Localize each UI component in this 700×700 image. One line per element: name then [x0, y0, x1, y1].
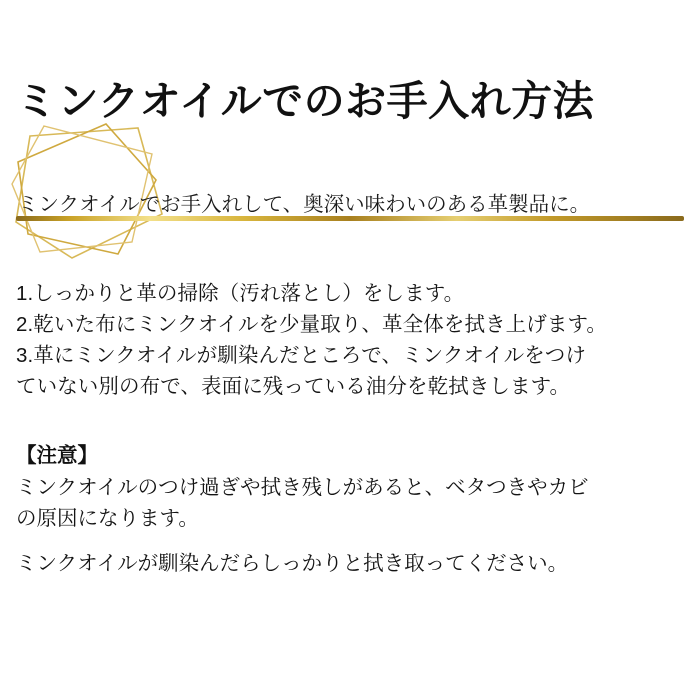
caution-block	[16, 440, 686, 579]
caution-line: ミンクオイルが馴染んだらしっかりと拭き取ってください。	[16, 552, 569, 576]
lead-text: ミンクオイルでお手入れして、奥深い味わいのある革製品に。	[18, 192, 591, 216]
steps-list	[16, 278, 686, 403]
step-line: ていない別の布で、表面に残っている油分を乾拭きします。	[16, 375, 571, 399]
caution-heading: 【注意】	[16, 444, 98, 467]
spacer	[16, 534, 686, 548]
caution-line: の原因になります。	[16, 506, 199, 530]
step-line: 2.乾いた布にミンクオイルを少量取り、革全体を拭き上げます。	[16, 313, 608, 337]
step-line: 3.革にミンクオイルが馴染んだところで、ミンクオイルをつけ	[16, 344, 587, 368]
caution-line: ミンクオイルのつけ過ぎや拭き残しがあると、ベタつきやカビ	[16, 475, 589, 499]
step-line: 1.しっかりと革の掃除（汚れ落とし）をします。	[16, 282, 465, 305]
gold-divider	[16, 216, 684, 221]
page-title: ミンクオイルでのお手入れ方法	[16, 78, 595, 125]
